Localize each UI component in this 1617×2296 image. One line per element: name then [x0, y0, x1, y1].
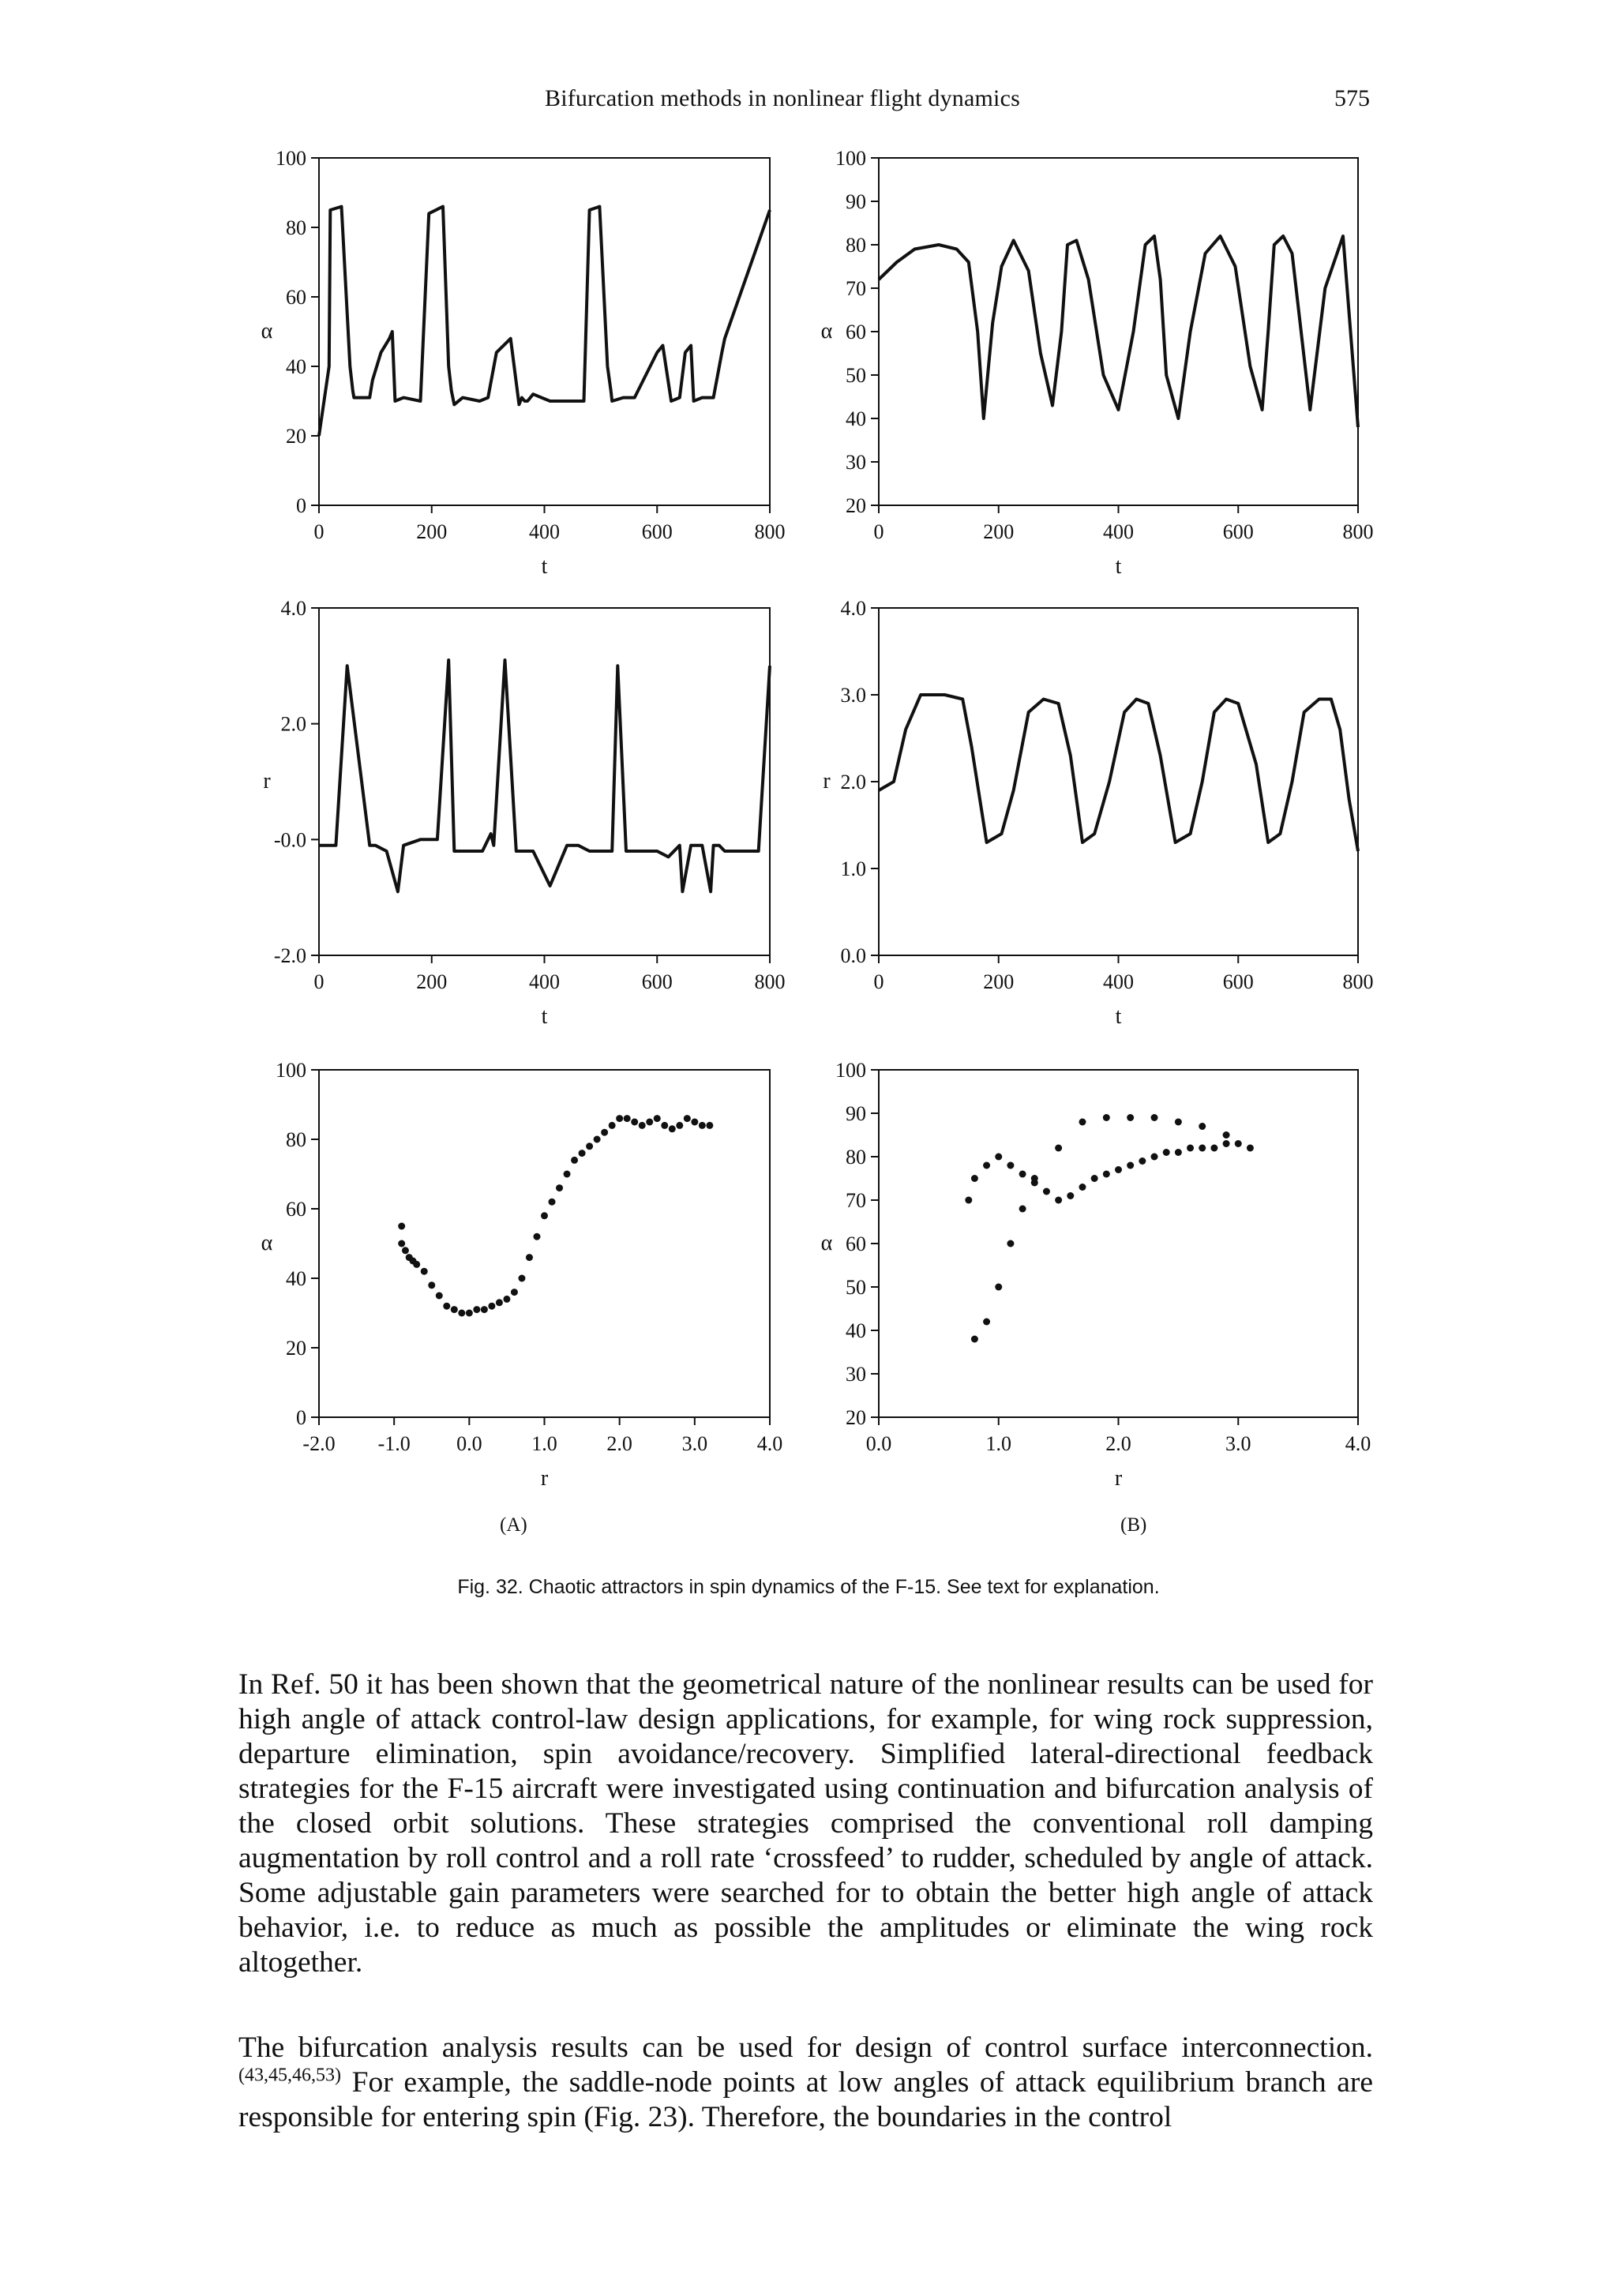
y-tick-label: 3.0 — [840, 684, 866, 707]
running-head: Bifurcation methods in nonlinear flight dynamics — [545, 85, 1020, 111]
scatter-point — [983, 1162, 990, 1169]
plot-frame — [879, 608, 1358, 955]
scatter-point — [1199, 1145, 1206, 1152]
scatter-point — [579, 1150, 586, 1157]
scatter-point — [631, 1119, 638, 1126]
scatter-point — [691, 1119, 698, 1126]
y-tick-label: 40 — [286, 355, 306, 378]
x-tick-label: 200 — [983, 520, 1015, 543]
scatter-point — [699, 1122, 706, 1129]
citation-refs: (43,45,46,53) — [238, 2065, 341, 2086]
scatter-point — [511, 1289, 518, 1296]
y-axis-label: α — [820, 319, 833, 343]
series-line — [319, 660, 770, 891]
scatter-point — [624, 1115, 631, 1122]
scatter-point — [421, 1268, 428, 1275]
x-tick-label: 0.0 — [456, 1432, 482, 1455]
x-tick-label: 4.0 — [1345, 1432, 1371, 1455]
scatter-point — [541, 1212, 548, 1219]
scatter-point — [451, 1306, 458, 1313]
x-axis-label: t — [541, 1004, 548, 1029]
x-tick-label: 400 — [529, 520, 560, 543]
y-tick-label: 100 — [835, 1059, 866, 1082]
scatter-point — [1223, 1140, 1230, 1147]
y-tick-label: 2.0 — [840, 771, 866, 793]
paragraph-2 — [238, 2031, 1373, 2135]
y-tick-label: 40 — [846, 407, 866, 430]
scatter-point — [601, 1129, 608, 1136]
chart-b-bottom — [805, 1058, 1405, 1500]
y-tick-label: 100 — [835, 147, 866, 170]
x-tick-label: 0 — [873, 970, 884, 993]
y-axis-label: r — [263, 769, 271, 793]
paragraph-1: In Ref. 50 it has been shown that the geometrical nature of the nonlinear results can be used for high angle of attack control-law design applications, for example, for wing rock suppression, departure elimination, spin avoidance/recovery. Simplified lateral-directional feedback strategies for the F-15 aircraft were investigated using continuation and bifurcation analysis of the closed orbit solutions. These strategies comprised the conventional roll damping augmentation by roll control and a roll rate ‘crossfeed’ to rudder, scheduled by angle of attack. Some adjustable gain parameters were searched for to obtain the better high angle of attack behavior, i.e. to reduce as much as possible the amplitudes or eliminate the wing rock altogether. — [238, 1668, 1373, 1979]
scatter-point — [549, 1199, 556, 1206]
scatter-point — [1199, 1123, 1206, 1130]
scatter-point — [428, 1281, 435, 1289]
y-tick-label: 30 — [846, 1363, 866, 1386]
scatter-point — [1103, 1171, 1110, 1178]
y-tick-label: 80 — [286, 1128, 306, 1151]
plot-frame — [879, 158, 1358, 505]
scatter-point — [676, 1122, 683, 1129]
scatter-point — [1055, 1197, 1062, 1204]
y-tick-label: 100 — [276, 147, 306, 170]
y-tick-label: 90 — [846, 1102, 866, 1125]
scatter-point — [661, 1122, 668, 1129]
scatter-point — [639, 1122, 646, 1129]
scatter-point — [654, 1115, 661, 1122]
scatter-point — [436, 1292, 443, 1300]
y-tick-label: 20 — [846, 494, 866, 517]
y-tick-label: 60 — [846, 321, 866, 343]
scatter-point — [398, 1240, 405, 1247]
y-tick-label: 80 — [286, 216, 306, 239]
x-axis-label: t — [1115, 1004, 1122, 1029]
series-line — [879, 695, 1358, 851]
scatter-point — [443, 1303, 450, 1310]
x-tick-label: 0 — [313, 520, 325, 543]
scatter-point — [616, 1115, 623, 1122]
scatter-point — [571, 1157, 578, 1164]
y-tick-label: 2.0 — [280, 712, 306, 736]
x-tick-label: 200 — [983, 970, 1015, 993]
paragraph-2-start: The bifurcation analysis results can be used for design of control surface interconnection. — [238, 2032, 1373, 2064]
scatter-point — [398, 1223, 405, 1230]
y-tick-label: 0 — [296, 1406, 306, 1429]
scatter-point — [1175, 1149, 1182, 1156]
plot-frame — [319, 158, 770, 505]
y-tick-label: 1.0 — [840, 857, 866, 880]
panel-label-b: (B) — [1120, 1514, 1147, 1536]
chart-b-top — [805, 142, 1405, 584]
scatter-point — [983, 1319, 990, 1326]
scatter-point — [1031, 1175, 1038, 1182]
chart-a-bottom — [261, 1058, 813, 1500]
scatter-point — [458, 1310, 465, 1317]
x-tick-label: 3.0 — [1225, 1432, 1251, 1455]
scatter-point — [995, 1284, 1002, 1291]
chart-a-top — [261, 142, 813, 584]
x-tick-label: 1.0 — [531, 1432, 557, 1455]
y-tick-label: -0.0 — [273, 828, 306, 852]
x-tick-label: 800 — [754, 970, 786, 993]
x-tick-label: 400 — [1103, 520, 1134, 543]
scatter-point — [995, 1154, 1002, 1161]
x-axis-label: t — [541, 554, 548, 579]
y-axis-label: r — [823, 769, 831, 793]
x-tick-label: 400 — [529, 970, 560, 993]
scatter-point — [646, 1119, 653, 1126]
scatter-point — [1055, 1145, 1062, 1152]
plot-frame — [319, 608, 770, 955]
scatter-point — [1019, 1171, 1026, 1178]
scatter-point — [1067, 1192, 1074, 1199]
scatter-point — [488, 1303, 495, 1310]
scatter-point — [564, 1171, 571, 1178]
x-tick-label: 800 — [1342, 970, 1374, 993]
x-tick-label: 800 — [1342, 520, 1374, 543]
paragraph-2-end: For example, the saddle-node points at low angles of attack equilibrium branch are responsible for entering spin (Fig. 23). Therefore, the boundaries in the control — [238, 2066, 1373, 2133]
y-axis-label: α — [261, 1231, 273, 1255]
x-tick-label: 2.0 — [1105, 1432, 1131, 1455]
scatter-point — [1007, 1162, 1014, 1169]
scatter-point — [1043, 1188, 1050, 1195]
scatter-point — [1019, 1206, 1026, 1213]
scatter-point — [1151, 1114, 1158, 1121]
scatter-point — [1127, 1162, 1134, 1169]
scatter-point — [594, 1136, 601, 1143]
scatter-point — [1223, 1131, 1230, 1139]
y-tick-label: 0 — [296, 494, 306, 517]
scatter-point — [402, 1247, 409, 1254]
x-tick-label: 0 — [873, 520, 884, 543]
y-tick-label: 4.0 — [280, 597, 306, 620]
x-tick-label: 2.0 — [606, 1432, 632, 1455]
series-line — [319, 207, 770, 436]
scatter-point — [1103, 1114, 1110, 1121]
scatter-point — [413, 1261, 420, 1268]
scatter-point — [586, 1142, 593, 1150]
scatter-point — [1115, 1166, 1122, 1173]
scatter-point — [1139, 1157, 1146, 1165]
y-axis-label: α — [261, 319, 273, 343]
x-axis-label: r — [1114, 1466, 1123, 1491]
page-number: 575 — [1334, 85, 1370, 111]
x-tick-label: 4.0 — [756, 1432, 783, 1455]
scatter-point — [503, 1296, 510, 1303]
y-tick-label: 4.0 — [840, 597, 866, 620]
scatter-point — [706, 1122, 713, 1129]
y-tick-label: 90 — [846, 190, 866, 213]
y-tick-label: 20 — [286, 1337, 306, 1360]
y-tick-label: 60 — [286, 286, 306, 309]
plot-frame — [879, 1070, 1358, 1417]
scatter-point — [1235, 1140, 1242, 1147]
scatter-point — [481, 1306, 488, 1313]
x-tick-label: 600 — [641, 970, 673, 993]
x-tick-label: 0 — [313, 970, 325, 993]
x-tick-label: 800 — [754, 520, 786, 543]
scatter-point — [466, 1310, 473, 1317]
scatter-point — [609, 1122, 616, 1129]
y-tick-label: 70 — [846, 277, 866, 300]
y-tick-label: 60 — [286, 1198, 306, 1221]
scatter-point — [971, 1336, 978, 1343]
scatter-point — [1007, 1240, 1014, 1247]
y-tick-label: 0.0 — [840, 944, 866, 967]
y-tick-label: 40 — [846, 1319, 866, 1342]
y-tick-label: 60 — [846, 1232, 866, 1255]
scatter-point — [684, 1115, 691, 1122]
scatter-point — [1079, 1184, 1086, 1191]
y-tick-label: 50 — [846, 364, 866, 387]
scatter-point — [556, 1184, 563, 1191]
x-tick-label: 1.0 — [985, 1432, 1011, 1455]
y-tick-label: 20 — [846, 1406, 866, 1429]
chart-b-mid — [805, 597, 1405, 1042]
scatter-point — [1175, 1119, 1182, 1126]
scatter-point — [1127, 1114, 1134, 1121]
scatter-point — [1210, 1145, 1217, 1152]
x-axis-label: t — [1115, 554, 1122, 579]
panel-label-a: (A) — [500, 1514, 527, 1536]
scatter-point — [496, 1299, 503, 1306]
scatter-point — [1187, 1145, 1194, 1152]
y-tick-label: 80 — [846, 1146, 866, 1169]
y-tick-label: 30 — [846, 451, 866, 474]
x-tick-label: 3.0 — [681, 1432, 708, 1455]
series-line — [879, 236, 1358, 427]
scatter-point — [1091, 1175, 1098, 1182]
scatter-point — [526, 1254, 533, 1261]
scatter-point — [1151, 1154, 1158, 1161]
y-tick-label: 100 — [276, 1059, 306, 1082]
x-axis-label: r — [540, 1466, 549, 1491]
x-tick-label: 400 — [1103, 970, 1134, 993]
y-tick-label: 50 — [846, 1276, 866, 1299]
x-tick-label: 200 — [416, 970, 448, 993]
y-tick-label: 70 — [846, 1189, 866, 1212]
x-tick-label: 600 — [1222, 970, 1254, 993]
scatter-point — [533, 1233, 540, 1240]
x-tick-label: 600 — [1222, 520, 1254, 543]
scatter-point — [518, 1275, 525, 1282]
y-tick-label: 80 — [846, 234, 866, 257]
scatter-point — [473, 1306, 480, 1313]
chart-a-mid — [263, 597, 813, 1042]
x-tick-label: 0.0 — [865, 1432, 892, 1455]
x-tick-label: -2.0 — [302, 1432, 336, 1455]
scatter-point — [1247, 1145, 1254, 1152]
y-tick-label: 40 — [286, 1267, 306, 1290]
scatter-point — [1079, 1119, 1086, 1126]
scatter-point — [669, 1125, 676, 1132]
x-tick-label: 600 — [641, 520, 673, 543]
scatter-point — [965, 1197, 972, 1204]
y-axis-label: α — [820, 1231, 833, 1255]
y-tick-label: 20 — [286, 425, 306, 448]
y-tick-label: -2.0 — [273, 944, 306, 967]
scatter-point — [971, 1175, 978, 1182]
x-tick-label: 200 — [416, 520, 448, 543]
figure-caption: Fig. 32. Chaotic attractors in spin dynamics of the F-15. See text for explanation. — [457, 1576, 1160, 1598]
scatter-point — [1163, 1149, 1170, 1156]
x-tick-label: -1.0 — [377, 1432, 411, 1455]
